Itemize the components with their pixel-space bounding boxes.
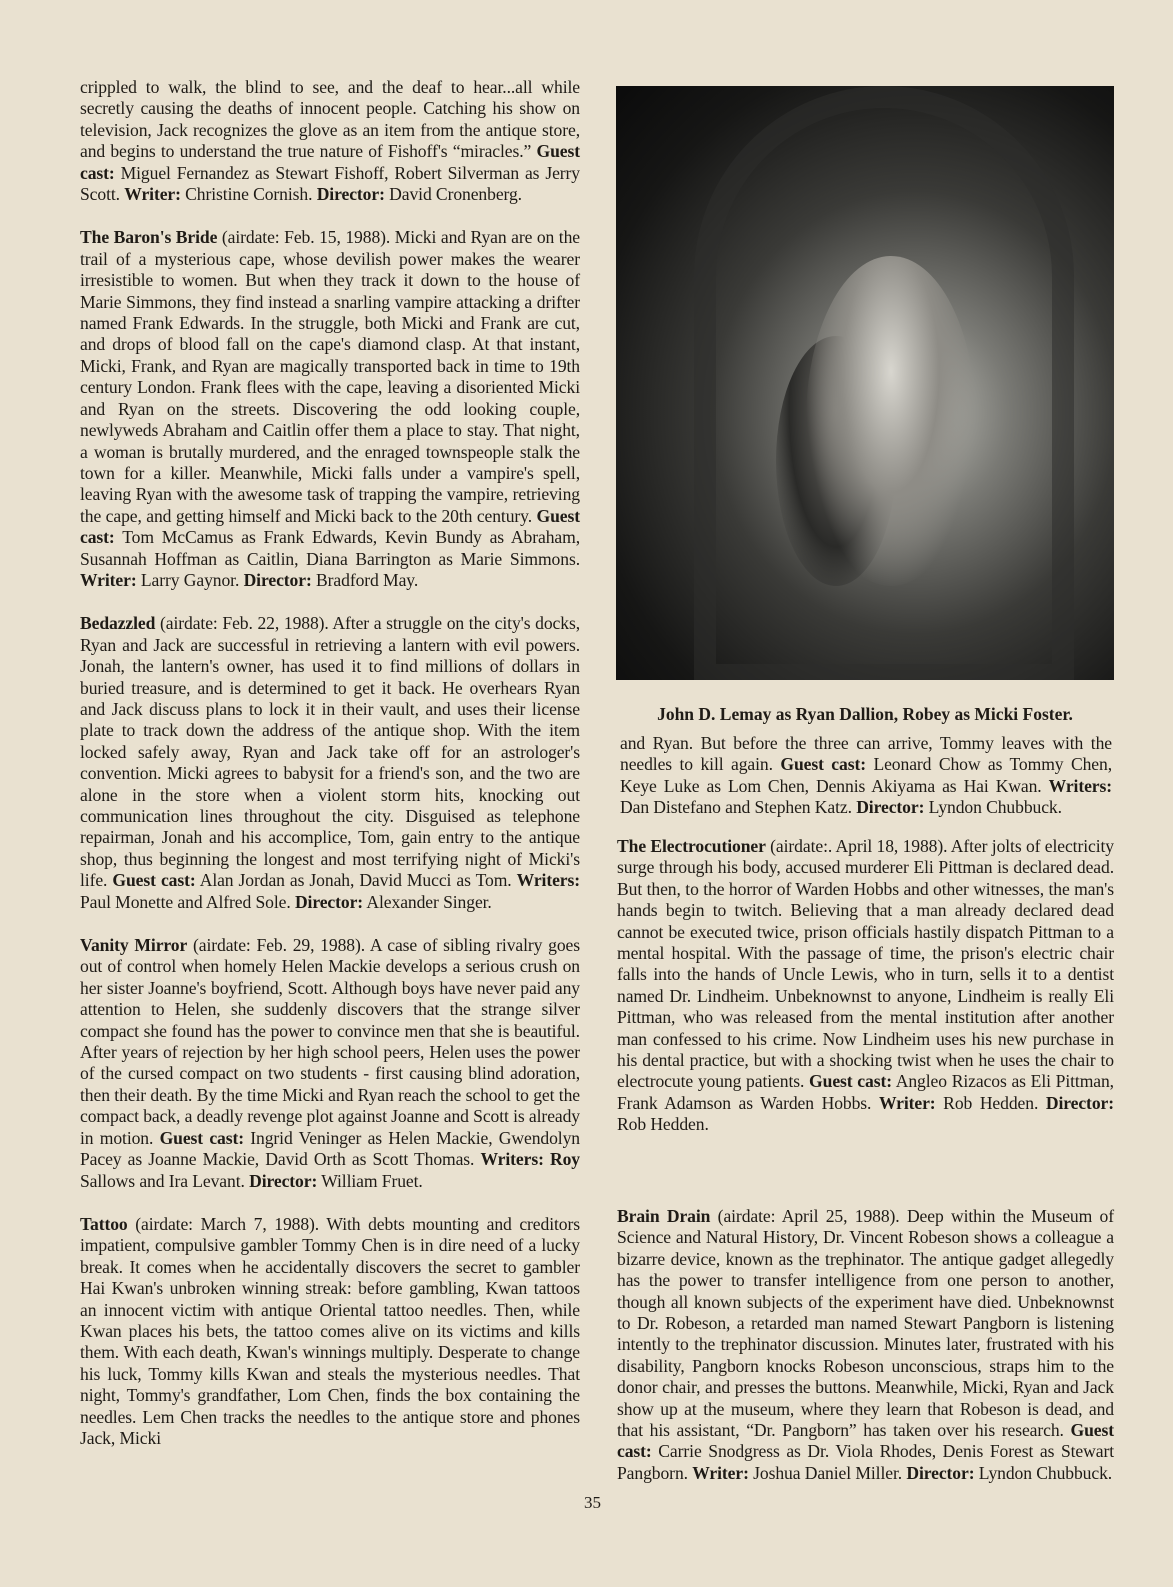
episode-title: Bedazzled xyxy=(80,613,156,634)
episode-title: Tattoo xyxy=(80,1213,128,1234)
barons-bride-entry: The Baron's Bride (airdate: Feb. 15, 1988). Micki and Ryan are on the trail of a mysterious cape, whose devilish power makes the wearer irresistible to women. But when they track it down to the house of Marie Simmons, they find instead a snarling vampire attacking a drifter named Frank Edwards. In the struggle, both Micki and Frank are cut, and drops of blood fall on the cape's diamond clasp. At that instant, Micki, Frank, and Ryan are magically transported back in time to 19th century London. Frank flees with the cape, leaving a disoriented Micki and Ryan on the streets. Discovering the odd looking couple, newlyweds Abraham and Caitlin offer them a place to stay. That night, a woman is brutally murdered, and the enraged townspeople stalk the town for a killer. Meanwhile, Micki falls under a vampire's spell, leaving Ryan with the awesome task of trapping the vampire, retrieving the cape, and getting himself and Micki back to the 20th century. Guest cast: Tom McCamus as Frank Edwards, Kevin Bundy as Abraham, Susannah Hoffman as Caitlin, Diana Barrington as Marie Simmons. Writer: Larry Gaynor. Director: Bradford May. xyxy=(80,227,581,590)
photo-caption: John D. Lemay as Ryan Dallion, Robey as Micki Foster. xyxy=(657,704,1073,724)
right-column-bottom xyxy=(617,1206,1114,1506)
fishoff-paragraph: crippled to walk, the blind to see, and the deaf to hear...all while secretly causing the deaths of innocent people. Catching his show on television, Jack recognizes the glove as an item from the antique store, and begins to understand the true nature of Fishoff's “miracles.” Guest cast: Miguel Fernandez as Stewart Fishoff, Robert Silverman as Jerry Scott. Writer: Christine Cornish. Director: David Cronenberg. xyxy=(80,77,580,205)
right-column-middle xyxy=(617,836,1114,1158)
episode-title: The Baron's Bride xyxy=(80,227,218,248)
episode-title: Vanity Mirror xyxy=(80,935,188,956)
tattoo-entry: Tattoo (airdate: March 7, 1988). With debts mounting and creditors impatient, compulsive gambler Tommy Chen is in dire need of a lucky break. It comes when he accidentally discovers the secret to gambler Hai Kwan's unbroken winning streak: before gambling, Kwan tattoos an innocent victim with antique Oriental tattoo needles. Then, while Kwan places his bets, the tattoo comes alive on its victims and kills them. With each death, Kwan's winnings multiply. Desperate to change his luck, Tommy kills Kwan and steals the mysterious needles. That night, Tommy's grandfather, Lom Chen, finds the box containing the needles. Lem Chen tracks the needles to the antique store and phones Jack, Micki xyxy=(80,1213,580,1448)
right-column-top xyxy=(620,733,1112,841)
tattoo-continued: and Ryan. But before the three can arrive, Tommy leaves with the needles to kill again. Guest cast: Leonard Chow as Tommy Chen, Keye Luke as Lom Chen, Dennis Akiyama as Hai Kwan. Writers: Dan Distefano and Stephen Katz. Director: Lyndon Chubbuck. xyxy=(620,733,1112,818)
episode-title: The Electrocutioner xyxy=(617,836,766,856)
episode-title: Brain Drain xyxy=(617,1206,711,1226)
left-column xyxy=(80,77,580,1471)
brain-drain-entry: Brain Drain (airdate: April 25, 1988). Deep within the Museum of Science and Natural History, Dr. Vincent Robeson shows a colleague a bizarre device, known as the trephinator. The antique gadget allegedly has the power to transfer intelligence from one person to another, though all known subjects of the experiment have died. Unbeknownst to Dr. Robeson, a retarded man named Stewart Pangborn is listening intently to the trephinator discussion. Minutes later, frustrated with his disability, Pangborn knocks Robeson unconscious, straps him to the donor chair, and presses the buttons. Meanwhile, Micki, Ryan and Jack show up at the museum, where they learn that Robeson is dead, and that his assistant, “Dr. Pangborn” has taken over his research. Guest cast: Carrie Snodgress as Dr. Viola Rhodes, Denis Forest as Stewart Pangborn. Writer: Joshua Daniel Miller. Director: Lyndon Chubbuck. xyxy=(617,1206,1115,1483)
vanity-mirror-entry: Vanity Mirror (airdate: Feb. 29, 1988). A case of sibling rivalry goes out of control when homely Helen Mackie develops a serious crush on her sister Joanne's boyfriend, Scott. Although boys have never paid any attention to Helen, she suddenly discovers that the strange silver compact she found has the power to convince men that she is beautiful. After years of rejection by her high school peers, Helen uses the power of the cursed compact on two students - first causing blind adoration, then their death. By the time Micki and Ryan reach the school to get the compact back, a deadly revenge plot against Joanne and Scott is already in motion. Guest cast: Ingrid Veninger as Helen Mackie, Gwendolyn Pacey as Joanne Mackie, David Orth as Scott Thomas. Writers: Roy Sallows and Ira Levant. Director: William Fruet. xyxy=(80,935,581,1191)
electrocutioner-entry: The Electrocutioner (airdate:. April 18, 1988). After jolts of electricity surge through his body, accused murderer Eli Pittman is declared dead. But then, to the horror of Warden Hobbs and other witnesses, the man's hands begin to twitch. Believing that a man already declared dead cannot be executed twice, prison officials hastily dispatch Pittman to a mental hospital. With the passage of time, the prison's electric chair falls into the hands of Uncle Lewis, who in turn, sells it to a dentist named Dr. Lindheim. Unbeknownst to anyone, Lindheim is really Eli Pittman, who was released from the mental institution after another man confessed to his crime. Now Lindheim uses his new purchase in his dental practice, but with a shocking twist when he uses the chair to electrocute young patients. Guest cast: Angleo Rizacos as Eli Pittman, Frank Adamson as Warden Hobbs. Writer: Rob Hedden. Director: Rob Hedden. xyxy=(617,836,1114,1135)
page-number: 35 xyxy=(584,1493,601,1512)
photo-figure-woman xyxy=(806,256,976,586)
episode-photo xyxy=(616,86,1114,680)
bedazzled-entry: Bedazzled (airdate: Feb. 22, 1988). After a struggle on the city's docks, Ryan and Jack are successful in retrieving a lantern with evil powers. Jonah, the lantern's owner, has used it to find millions of dollars in buried treasure, and is determined to get it back. He overhears Ryan and Jack discuss plans to lock it in their vault, and uses their license plate to track down the address of the antique shop. With the item locked safely away, Ryan and Jack take off for an astrologer's convention. Micki agrees to babysit for a friend's son, and the two are alone in the store when a violent storm hits, knocking out communication lines throughout the city. Disguised as telephone repairman, Jonah and his accomplice, Tom, gain entry to the antique shop, thus beginning the longest and most terrifying night of Micki's life. Guest cast: Alan Jordan as Jonah, David Mucci as Tom. Writers: Paul Monette and Alfred Sole. Director: Alexander Singer. xyxy=(80,613,580,912)
